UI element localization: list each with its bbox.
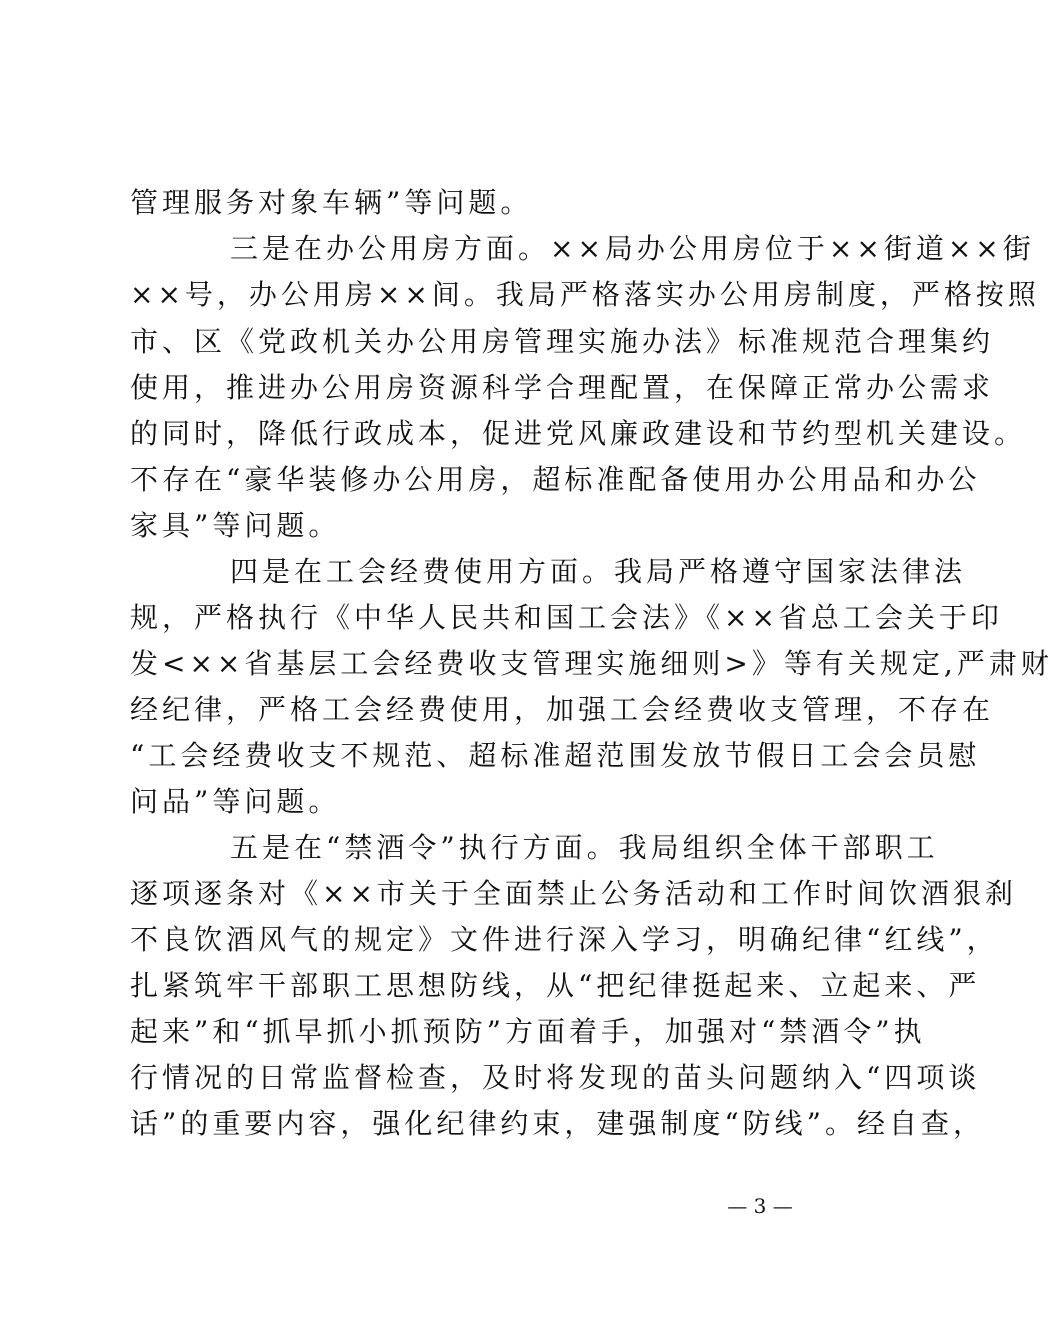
text-line: 起来”和“抓早抓小抓预防”方面着手，加强对“禁酒令”执: [130, 1015, 926, 1048]
text-line: 三是在办公用房方面。××局办公用房位于××街道××街: [230, 232, 1035, 265]
page-number: — 3 —: [727, 1194, 793, 1218]
text-line: 话”的重要内容，强化纪律约束，建强制度“防线”。经自查，: [130, 1107, 985, 1140]
text-line: 扎紧筑牢干部职工思想防线，从“把纪律挺起来、立起来、严: [130, 969, 981, 1002]
text-line: 逐项逐条对《××市关于全面禁止公务活动和工作时间饮酒狠刹: [130, 877, 1017, 910]
text-line: 不存在“豪华装修办公用房，超标准配备使用办公用品和办公: [130, 463, 981, 496]
text-line: 问品”等问题。: [130, 785, 341, 818]
text-line: ××号，办公用房××间。我局严格落实办公用房制度，严格按照: [130, 278, 1040, 311]
text-line: 市、区《党政机关办公用房管理实施办法》标准规范合理集约: [130, 325, 995, 358]
text-line: 规，严格执行《中华人民共和国工会法》《××省总工会关于印: [130, 601, 1003, 634]
text-line: 发<××省基层工会经费收支管理实施细则>》等有关规定,严肃财: [130, 647, 1053, 680]
text-line: 管理服务对象车辆”等问题。: [130, 186, 533, 219]
text-line: 家具”等问题。: [130, 509, 341, 542]
text-line: 使用，推进办公用房资源科学合理配置，在保障正常办公需求: [130, 371, 995, 404]
text-line: 四是在工会经费使用方面。我局严格遵守国家法律法: [230, 555, 967, 588]
text-line: 经纪律，严格工会经费使用，加强工会经费收支管理，不存在: [130, 693, 995, 726]
text-line: 不良饮酒风气的规定》文件进行深入学习，明确纪律“红线”，: [130, 923, 999, 956]
text-line: 行情况的日常监督检查，及时将发现的苗头问题纳入“四项谈: [130, 1061, 981, 1094]
text-line: 五是在“禁酒令”执行方面。我局组织全体干部职工: [230, 831, 939, 864]
text-line: 的同时，降低行政成本，促进党风廉政建设和节约型机关建设。: [130, 417, 1027, 450]
text-line: “工会经费收支不规范、超标准超范围发放节假日工会会员慰: [130, 739, 981, 772]
